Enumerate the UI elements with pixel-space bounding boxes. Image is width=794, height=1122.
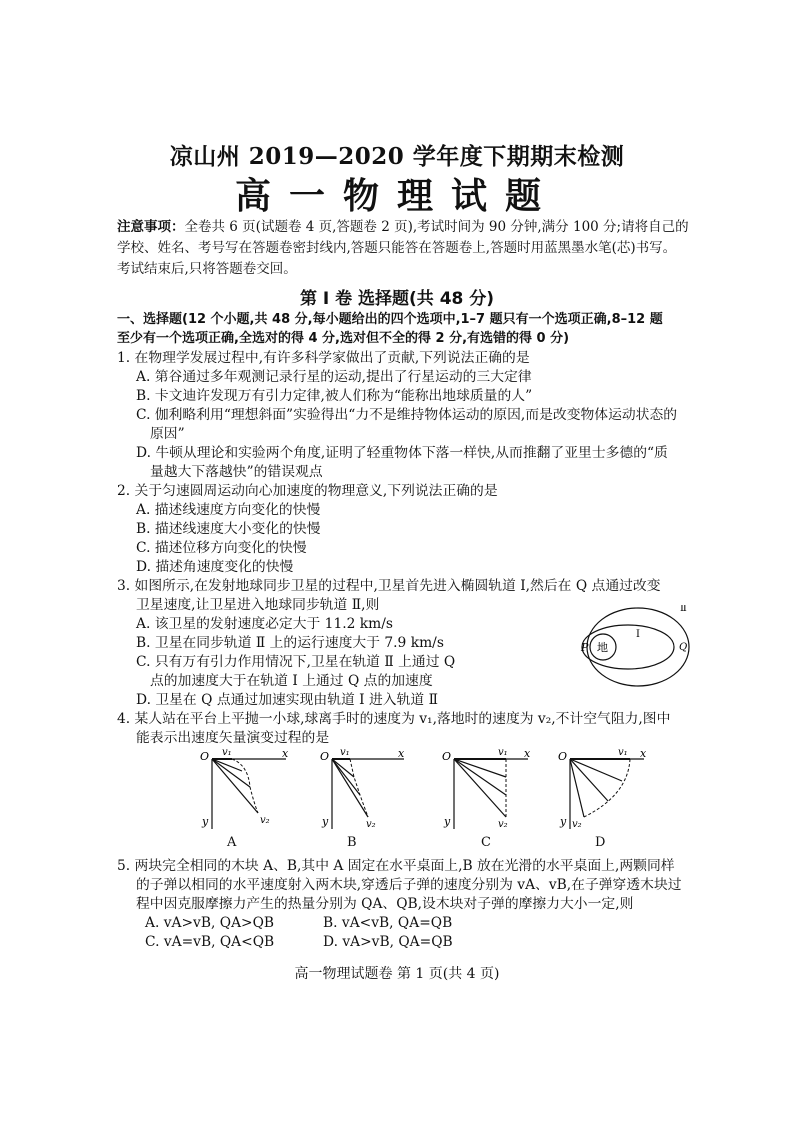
q3-option-d: D. 卫星在 Q 点通过加速实现由轨道 Ⅰ 进入轨道 Ⅱ (136, 692, 438, 708)
y-axis-label: y (202, 815, 209, 828)
origin-label: O (558, 750, 568, 763)
q3-option-a: A. 该卫星的发射速度必定大于 11.2 km/s (136, 616, 393, 632)
y-axis-label: y (444, 815, 451, 828)
q4-stem-line2: 能表示出速度矢量演变过程的是 (136, 730, 330, 746)
earth-label: 地 (597, 641, 608, 654)
vector-figure-c (440, 745, 540, 833)
x-axis-label: x (282, 747, 289, 760)
x-axis-label: x (640, 747, 647, 760)
v2-arrow (570, 759, 584, 817)
q3-option-c: C. 只有万有引力作用情况下,卫星在轨道 Ⅱ 上通过 Q (136, 654, 456, 670)
velocity-arrow (570, 759, 608, 801)
exam-title-line2: 高一物理试题 (234, 175, 559, 217)
q5-option-d: D. vA>vB, QA=QB (323, 934, 453, 950)
q1-option-b: B. 卡文迪许发现万有引力定律,被人们称为“能称出地球质量的人” (136, 388, 533, 404)
instructions-line2: 至少有一个选项正确,全选对的得 4 分,选对但不全的得 2 分,有选错的得 0 分) (117, 331, 570, 346)
q5-stem-line1: 5. 两块完全相同的木块 A、B,其中 A 固定在水平桌面上,B 放在光滑的水平桌面上,两颗同样 (117, 858, 675, 874)
q4-stem-line1: 4. 某人站在平台上平抛一小球,球离手时的速度为 v₁,落地时的速度为 v₂,不计空气阻力,图中 (117, 711, 671, 727)
q5-option-c: C. vA=vB, QA<QB (145, 934, 275, 950)
q1-stem: 1. 在物理学发展过程中,有许多科学家做出了贡献,下列说法正确的是 (117, 350, 530, 366)
velocity-arrow (212, 759, 250, 787)
x-axis-label: x (524, 747, 531, 760)
q3-option-b: B. 卫星在同步轨道 Ⅱ 上的运行速度大于 7.9 km/s (136, 635, 444, 651)
velocity-arrow (332, 759, 360, 795)
q5-stem-line3: 程中因克服摩擦力产生的热量分别为 QA、QB,设木块对子弹的摩擦力大小一定,则 (136, 896, 634, 912)
q2-stem: 2. 关于匀速圆周运动向心加速度的物理意义,下列说法正确的是 (117, 483, 498, 499)
y-axis-label: y (322, 815, 329, 828)
page-footer: 高一物理试题卷 第 1 页(共 4 页) (294, 966, 500, 982)
figure-caption-a: A (227, 835, 237, 850)
figure-caption-d: D (595, 835, 606, 850)
q3-stem-line1: 3. 如图所示,在发射地球同步卫星的过程中,卫星首先进入椭圆轨道 Ⅰ,然后在 Q 点通过改变 (117, 578, 661, 594)
q5-stem-line2: 的子弹以相同的水平速度射入两木块,穿透后子弹的速度分别为 vA、vB,在子弹穿透木块过 (136, 877, 682, 893)
point-p-label: P (581, 641, 589, 654)
figure-caption-b: B (347, 835, 357, 850)
v2-arrow (212, 759, 258, 813)
v2-label: v₂ (572, 819, 582, 830)
v1-label: v₁ (340, 747, 350, 758)
v1-label: v₁ (618, 747, 628, 758)
y-axis-label: y (560, 815, 567, 828)
velocity-arrow (570, 759, 622, 781)
q2-option-c: C. 描述位移方向变化的快慢 (136, 540, 307, 556)
v2-label: v₂ (498, 819, 508, 830)
orbit-i-label: Ⅰ (636, 629, 640, 640)
q1-option-d: D. 牛顿从理论和实验两个角度,证明了轻重物体下落一样快,从而推翻了亚里士多德的“质 (136, 445, 668, 461)
instructions-line1: 一、选择题(12 个小题,共 48 分,每小题给出的四个选项中,1–7 题只有一个选项正确,8–12 题 (117, 312, 663, 327)
q1-option-a: A. 第谷通过多年观测记录行星的运动,提出了行星运动的三大定律 (136, 369, 532, 385)
notice-block (117, 217, 689, 280)
q3-option-c-cont: 点的加速度大于在轨道 Ⅰ 上通过 Q 点的加速度 (150, 673, 433, 689)
x-axis-label: x (398, 747, 405, 760)
q2-option-a: A. 描述线速度方向变化的快慢 (136, 502, 321, 518)
v1-label: v₁ (498, 747, 508, 758)
origin-label: O (442, 750, 452, 763)
q5-option-b: B. vA<vB, QA=QB (323, 915, 453, 931)
tip-trace (350, 759, 368, 817)
orbit-ii-label: Ⅱ (680, 605, 687, 614)
v2-arrow (332, 759, 368, 817)
v2-label: v₂ (366, 819, 376, 830)
orbit-diagram (578, 605, 698, 705)
q1-option-c-cont: 原因” (150, 426, 185, 442)
tip-trace (232, 759, 258, 813)
point-q-label: Q (679, 642, 688, 653)
q5-option-a: A. vA>vB, QA>QB (145, 915, 275, 931)
v1-label: v₁ (222, 747, 232, 758)
q1-option-c: C. 伽利略利用“理想斜面”实验得出“力不是维持物体运动的原因,而是改变物体运动状态的 (136, 407, 678, 423)
vector-figure-d (556, 745, 656, 833)
vector-figure-a (198, 745, 298, 833)
figure-caption-c: C (481, 835, 491, 850)
orbit-i (582, 625, 674, 669)
vector-figure-b (318, 745, 418, 833)
q3-stem-line2: 卫星速度,让卫星进入地球同步轨道 Ⅱ,则 (136, 597, 380, 613)
notice-label: 注意事项： (117, 219, 185, 235)
section-title: 第 Ⅰ 卷 选择题(共 48 分) (299, 289, 495, 309)
exam-title-line1: 凉山州 2019—2020 学年度下期期末检测 (169, 143, 625, 170)
q2-option-d: D. 描述角速度变化的快慢 (136, 559, 294, 575)
origin-label: O (200, 750, 210, 763)
origin-label: O (320, 750, 330, 763)
v2-label: v₂ (260, 815, 270, 826)
notice-text: 全卷共 6 页(试题卷 4 页,答题卷 2 页),考试时间为 90 分钟,满分 100 分;请将自己的学校、姓名、考号写在答题卷密封线内,答题只能答在答题卷上,答题时用蓝黑墨水笔(芯)书写。考试结束后,只将答题卷交回。 (117, 219, 689, 277)
velocity-arrow (454, 759, 506, 795)
q2-option-b: B. 描述线速度大小变化的快慢 (136, 521, 321, 537)
q1-option-d-cont: 量越大下落越快”的错误观点 (150, 464, 323, 480)
